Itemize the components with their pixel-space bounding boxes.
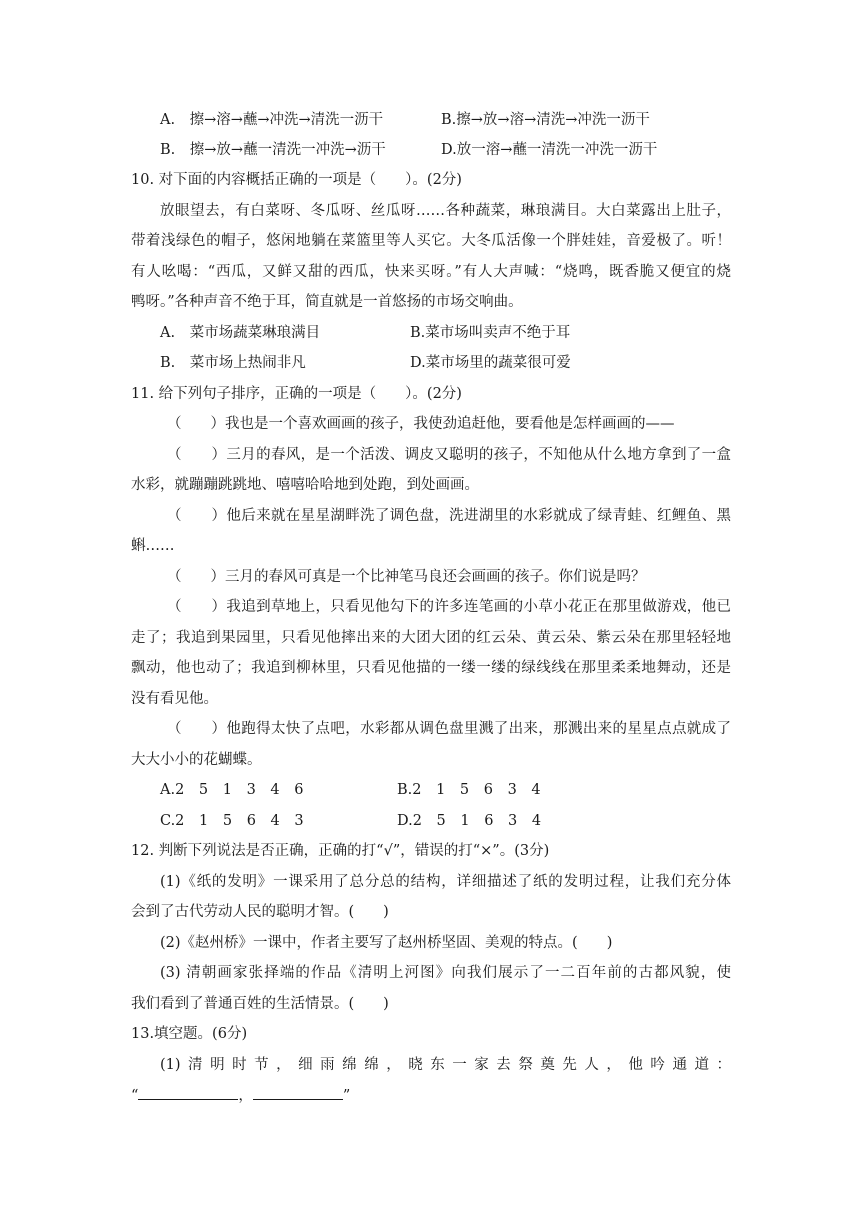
q10-passage-line: 带着浅绿色的帽子，悠闲地躺在菜篮里等人买它。大冬瓜活像一个胖娃娃，音爱极了。听！ — [131, 233, 731, 249]
q9-option-d: D.放一溶→蘸一清洗一冲洗一沥干 — [441, 142, 658, 158]
q11-sentence: （ ）我也是一个喜欢画画的孩子，我使劲追赶他，要看他是怎样画画的—— — [167, 416, 675, 432]
q10-passage-line: 鸭呀。”各种声音不绝于耳，简直就是一首悠扬的市场交响曲。 — [131, 294, 523, 310]
comma: ， — [238, 1088, 253, 1104]
q12-statement: 会到了古代劳动人民的聪明才智。( ) — [131, 904, 389, 920]
q11-sentence: （ ）他跑得太快了点吧，水彩都从调色盘里溅了出来，那溅出来的星星点点就成了 — [167, 721, 731, 737]
q11-sentence: 飘动，他也动了；我追到柳林里，只看见他描的一缕一缕的绿线线在那里柔柔地舞动，还是 — [131, 660, 731, 676]
open-quote: “ — [131, 1088, 139, 1104]
q10-option-a: A. 菜市场蔬菜琳琅满目 — [160, 325, 321, 341]
q10-passage-line: 有人吆喝：“西瓜，又鲜又甜的西瓜，快来买呀。”有人大声喊：“烧鸣，既香脆又便宜的烧 — [131, 264, 731, 280]
q9-option-c: B. 擦→放→蘸一清洗一冲洗→沥干 — [160, 142, 386, 158]
q11-sentence: 走了；我追到果园里，只看见他摔出来的大团大团的红云朵、黄云朵、紫云朵在那里轻轻地 — [131, 630, 731, 646]
q12-statement: (1)《纸的发明》一课采用了总分总的结构，详细描述了纸的发明过程，让我们充分体 — [160, 874, 731, 890]
q11-sentence: （ ）三月的春风可真是一个比神笔马良还会画画的孩子。你们说是吗？ — [167, 569, 646, 585]
q13-item-1: (1)清明时节，细雨绵绵，晓东一家去祭奠先人，他吟通道： — [160, 1057, 731, 1073]
answer-blank-2[interactable] — [253, 1085, 343, 1100]
q11-option-d: D.2 5 1 6 3 4 — [397, 813, 542, 829]
q12-statement: 我们看到了普通百姓的生活情景。( ) — [131, 996, 389, 1012]
q11-option-b: B.2 1 5 6 3 4 — [397, 782, 541, 798]
q10-question: 10. 对下面的内容概括正确的一项是（ ）。(2分) — [131, 172, 462, 188]
q11-sentence: （ ）我追到草地上，只看见他勾下的许多连笔画的小草小花正在那里做游戏，他已 — [167, 599, 731, 615]
q10-passage-line: 放眼望去，有白菜呀、冬瓜呀、丝瓜呀……各种蔬菜，琳琅满目。大白菜露出上肚子， — [160, 203, 731, 219]
q9-option-b: B.擦→放→溶→清洗→冲洗一沥干 — [441, 112, 650, 128]
q11-sentence: 大大小小的花蝴蝶。 — [131, 752, 262, 768]
q12-question: 12. 判断下列说法是否正确，正确的打“√”，错误的打“×”。(3分) — [131, 843, 550, 859]
q11-sentence: （ ）他后来就在星星湖畔洗了调色盘，洗进湖里的水彩就成了绿青蛙、红鲤鱼、黑 — [167, 508, 731, 524]
q11-option-c: C.2 1 5 6 4 3 — [160, 813, 304, 829]
q11-option-a: A.2 5 1 3 4 6 — [160, 782, 304, 798]
answer-blank-1[interactable] — [138, 1085, 238, 1100]
close-quote: ” — [342, 1088, 351, 1104]
q11-sentence: 没有看见他。 — [131, 691, 218, 707]
q11-sentence: 蝌…… — [131, 538, 175, 554]
q12-statement: (3) 清朝画家张择端的作品《清明上河图》向我们展示了一二百年前的古都风貌，使 — [160, 965, 731, 981]
q9-option-a: A. 擦→溶→蘸→冲洗→清洗一沥干 — [160, 112, 384, 128]
q10-option-c: B. 菜市场上热闹非凡 — [160, 355, 306, 371]
q10-option-d: D.菜市场里的蔬菜很可爱 — [410, 355, 571, 371]
q12-statement: (2)《赵州桥》一课中，作者主要写了赵州桥坚固、美观的特点。( ) — [160, 935, 613, 951]
q11-sentence: 水彩，就蹦蹦跳跳地、嘻嘻哈哈地到处跑，到处画画。 — [131, 477, 479, 493]
q11-question: 11. 给下列句子排序，正确的一项是（ ）。(2分) — [131, 386, 462, 402]
q10-option-b: B.菜市场叫卖声不绝于耳 — [410, 325, 571, 341]
q11-sentence: （ ）三月的春风，是一个活泼、调皮又聪明的孩子，不知他从什么地方拿到了一盒 — [167, 447, 731, 463]
q13-answer-line — [131, 1085, 350, 1106]
q13-question: 13.填空题。(6分) — [131, 1026, 248, 1042]
